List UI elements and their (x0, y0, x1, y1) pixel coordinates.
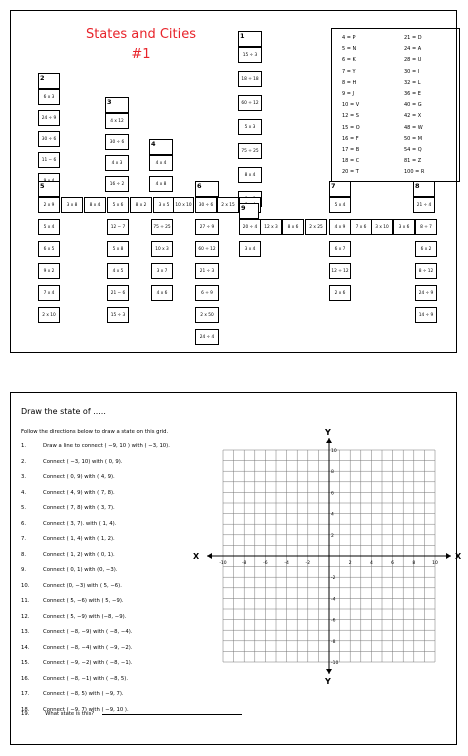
puzzle-cell (329, 197, 351, 213)
x-axis-arrow-right (446, 553, 451, 559)
step-text: Draw a line to connect ( −9, 10 ) with ( −3, 10). (43, 443, 170, 449)
crossword-worksheet (10, 10, 457, 353)
puzzle-cell (350, 219, 372, 235)
puzzle-cell (415, 285, 437, 301)
x-tick-label: 4 (369, 561, 373, 566)
clue-number: 9 (241, 204, 246, 212)
puzzle-cell (329, 263, 351, 279)
clue-number: 1 (240, 32, 245, 40)
cell-expression: 4 x 12 (110, 118, 124, 124)
key-entry: 9 = J (342, 91, 355, 97)
key-entry: 40 = G (404, 102, 422, 109)
puzzle-cell (195, 181, 219, 197)
step-text: Connect ( −8, −1) with ( −8, 5). (43, 675, 129, 682)
y-tick-label: 4 (331, 512, 334, 518)
instruction-step (21, 459, 123, 465)
puzzle-cell (151, 263, 173, 279)
step-number: 10. (21, 582, 30, 589)
key-entry: 5 = N (342, 46, 357, 53)
puzzle-cell (38, 263, 60, 279)
puzzle-cell (329, 285, 351, 301)
question-number: 19. (21, 711, 30, 717)
cell-expression: 6 x 2 (420, 246, 432, 252)
key-entry: 8 = H (342, 79, 357, 86)
x-axis-label-left: X (193, 552, 200, 561)
cell-expression: 8 ÷ 7 (420, 224, 432, 230)
puzzle-cell (239, 241, 261, 257)
key-entry: 36 = E (404, 91, 421, 97)
cell-expression: 20 ÷ 4 (242, 224, 258, 230)
puzzle-cell (151, 285, 173, 301)
y-tick-label: -2 (331, 576, 336, 582)
x-tick-label: -2 (305, 561, 311, 566)
key-entry: 100 = R (404, 169, 425, 176)
puzzle-cell (149, 139, 173, 155)
puzzle-cell (238, 167, 262, 183)
puzzle-cell (415, 241, 437, 257)
y-axis-label-top: Y (325, 428, 331, 437)
cell-expression: 24 ÷ 4 (199, 334, 215, 340)
cell-expression: 8 ÷ 12 (418, 268, 434, 274)
key-entry: 54 = Q (404, 147, 422, 153)
cell-expression: 2 x 10 (42, 312, 56, 318)
step-number: 12. (21, 613, 30, 620)
puzzle-cell (38, 110, 60, 126)
y-axis-label-bottom: Y (325, 677, 331, 686)
step-text: Connect ( 5, −9) with (−8, −9). (43, 613, 127, 620)
step-number: 17. (21, 691, 30, 697)
step-number: 3. (21, 474, 27, 480)
step-number: 8. (21, 551, 27, 558)
cell-expression: 12 x 3 (264, 224, 278, 230)
puzzle-cell (151, 241, 173, 257)
cell-expression: 5 x 4 (334, 202, 346, 208)
step-number: 1. (21, 443, 27, 449)
cell-expression: 6 ÷ 9 (201, 290, 213, 296)
answer-blank[interactable] (102, 709, 242, 715)
cell-expression: 2 x 9 (43, 202, 55, 208)
cell-expression: 7 x 6 (355, 224, 367, 230)
puzzle-cell (413, 181, 435, 197)
puzzle-cell (130, 197, 152, 213)
instruction-step (21, 474, 115, 480)
key-entry: 20 = T (342, 169, 359, 176)
step-number: 7. (21, 536, 27, 542)
puzzle-cell (195, 219, 219, 235)
cell-expression: 3 x 6 (398, 224, 410, 230)
step-text: Connect ( −3, 10) with ( 0, 9). (43, 458, 123, 465)
puzzle-cell (329, 181, 351, 197)
key-entry: 10 = V (342, 102, 360, 109)
clue-number: 4 (151, 140, 156, 148)
key-entry: 18 = C (342, 158, 360, 165)
instruction-step (21, 567, 117, 573)
step-number: 16. (21, 675, 30, 682)
puzzle-cell (238, 31, 262, 47)
key-entry: 30 = I (404, 68, 420, 75)
cell-expression: 5 x 8 (112, 246, 124, 252)
instruction-step (21, 490, 115, 496)
step-number: 9. (21, 567, 27, 573)
puzzle-cell (305, 219, 327, 235)
cell-expression: 6 x 7 (334, 246, 346, 252)
cell-expression: 9 x 2 (43, 268, 55, 274)
cell-expression: 21 − 6 (110, 290, 126, 296)
cell-expression: 6 x 3 (43, 94, 55, 100)
y-tick-label: -6 (331, 618, 336, 624)
cell-expression: 5 x 3 (244, 124, 256, 130)
instruction-step (21, 660, 132, 666)
puzzle-cell (173, 197, 194, 213)
instruction-step (21, 583, 122, 589)
y-tick-label: -10 (331, 661, 339, 666)
step-number: 18. (21, 706, 30, 713)
puzzle-cell (105, 113, 129, 129)
puzzle-cell (38, 181, 60, 197)
puzzle-cell (105, 155, 129, 171)
graphing-worksheet (10, 392, 462, 745)
key-entry: 28 = U (404, 57, 422, 64)
puzzle-cell (38, 219, 60, 235)
step-text: Connect ( 5, −6) with ( 5, −9). (43, 598, 124, 604)
cell-expression: 4 x 3 (111, 160, 123, 166)
puzzle-cell (151, 219, 173, 235)
cell-expression: 4 x 8 (155, 181, 167, 187)
puzzle-cell (195, 241, 219, 257)
step-text: Connect ( −9, −2) with ( −8, −1). (43, 660, 133, 666)
puzzle-cell (107, 219, 129, 235)
step-text: Connect ( −8, −9) with ( −8, −4). (43, 629, 133, 635)
y-axis-arrow-top (326, 438, 332, 443)
puzzle-cell (105, 176, 129, 192)
clue-number: 2 (40, 74, 45, 82)
worksheet-title: States and Cities (85, 27, 197, 42)
cell-expression: 4 x 5 (112, 268, 124, 274)
cell-expression: 12 ÷ 12 (331, 268, 349, 274)
key-entry: 4 = P (342, 35, 356, 41)
puzzle-cell (107, 197, 129, 213)
question-text: What state is this? (45, 711, 95, 717)
clue-number: 7 (331, 182, 336, 190)
puzzle-cell (413, 197, 435, 213)
clue-number: 3 (107, 98, 112, 106)
key-entry: 12 = S (342, 113, 359, 120)
y-tick-label: 10 (331, 449, 337, 454)
puzzle-cell (38, 73, 60, 89)
puzzle-cell (38, 131, 60, 147)
instruction-step (21, 676, 128, 682)
x-axis-arrow-left (207, 553, 212, 559)
cell-expression: 14 ÷ 9 (418, 312, 434, 318)
x-tick-label: -4 (284, 561, 289, 566)
step-number: 6. (21, 520, 27, 527)
step-text: Connect ( 0, 1) with (0, −3). (43, 567, 118, 573)
puzzle-cell (195, 285, 219, 301)
step-text: Connect (0, −3) with ( 5, −6). (43, 582, 122, 589)
instruction-step (21, 629, 132, 635)
puzzle-cell (329, 219, 351, 235)
step-text: Connect ( 0, 9) with ( 4, 9). (43, 474, 115, 480)
puzzle-cell (107, 241, 129, 257)
puzzle-cell (217, 197, 239, 213)
step-number: 13. (21, 629, 30, 635)
cell-expression: 4 x 9 (334, 224, 346, 230)
x-tick-label: -6 (263, 561, 268, 566)
key-entry: 21 = D (404, 35, 422, 41)
puzzle-cell (84, 197, 106, 213)
cell-expression: 24 ÷ 9 (418, 290, 434, 296)
puzzle-cell (282, 219, 304, 235)
cell-expression: 8 x 4 (244, 172, 256, 178)
instruction-step (21, 505, 115, 511)
key-entry: 17 = B (342, 147, 360, 153)
cell-expression: 2 x 50 (200, 312, 214, 318)
instruction-step (21, 521, 116, 527)
cell-expression: 15 ÷ 3 (110, 312, 126, 318)
cell-expression: 27 ÷ 9 (199, 224, 215, 230)
y-tick-label: 6 (331, 491, 334, 497)
cell-expression: 2 x 6 (334, 290, 346, 296)
y-tick-label: -8 (331, 639, 336, 645)
puzzle-cell (415, 219, 437, 235)
puzzle-cell (329, 241, 351, 257)
cell-expression: 2 x 15 (221, 202, 235, 208)
step-text: Connect ( 1, 2) with ( 0, 1). (43, 551, 115, 558)
puzzle-cell (415, 263, 437, 279)
puzzle-cell (195, 307, 219, 323)
cell-expression: 3 x 10 (375, 224, 389, 230)
puzzle-cell (105, 97, 129, 113)
puzzle-cell (107, 285, 129, 301)
cell-expression: 8 x 6 (287, 224, 299, 230)
x-tick-label: 8 (412, 561, 416, 566)
puzzle-cell (238, 119, 262, 135)
cell-expression: 5 x 6 (112, 202, 124, 208)
puzzle-cell (38, 241, 60, 257)
puzzle-cell (238, 143, 262, 159)
key-entry: 15 = O (342, 124, 360, 131)
puzzle-cell (105, 134, 129, 150)
cell-expression: 4 x 4 (155, 160, 167, 166)
instruction-step (21, 614, 126, 620)
puzzle-cell (260, 219, 282, 235)
cell-expression: 12 − 7 (110, 224, 126, 230)
key-entry: 81 = Z (404, 158, 422, 165)
puzzle-cell (393, 219, 415, 235)
x-tick-label: 2 (348, 561, 352, 566)
answer-key (331, 28, 460, 182)
step-number: 5. (21, 505, 27, 511)
step-text: Connect ( 1, 4) with ( 1, 2). (43, 536, 115, 542)
puzzle-cell (38, 285, 60, 301)
cell-expression: 8 x 2 (135, 202, 147, 208)
puzzle-cell (195, 329, 219, 345)
cell-expression: 30 ÷ 6 (109, 139, 125, 145)
key-entry: 16 = F (342, 135, 359, 142)
puzzle-cell (415, 307, 437, 323)
clue-number: 6 (197, 182, 202, 190)
clue-number: 8 (415, 182, 420, 190)
cell-expression: 75 ÷ 25 (153, 224, 171, 230)
cell-expression: 10 x 10 (175, 202, 192, 208)
puzzle-cell (239, 219, 261, 235)
step-number: 4. (21, 489, 27, 496)
cell-expression: 5 x 4 (43, 224, 55, 230)
puzzle-cell (38, 197, 60, 213)
step-text: Connect ( −9, 7) with ( −9, 10 ). (43, 706, 129, 713)
step-number: 2. (21, 458, 27, 465)
coordinate-grid (186, 421, 466, 686)
key-entry: 50 = M (404, 135, 423, 142)
cell-expression: 75 ÷ 25 (241, 148, 259, 154)
x-tick-label: 6 (391, 561, 395, 566)
puzzle-cell (38, 152, 60, 168)
cell-expression: 6 x 5 (43, 246, 55, 252)
puzzle-cell (153, 197, 175, 213)
puzzle-cell (195, 197, 217, 213)
cell-expression: 60 ÷ 12 (241, 100, 259, 106)
cell-expression: 3 x 4 (244, 246, 256, 252)
key-entry: 32 = L (404, 79, 421, 86)
puzzle-cell (195, 263, 219, 279)
key-entry: 6 = K (342, 57, 356, 64)
worksheet-number: #1 (131, 47, 151, 62)
key-entry: 7 = Y (342, 68, 356, 75)
instruction-step (21, 536, 115, 542)
cell-expression: 18 ÷ 18 (241, 76, 259, 82)
question-19 (21, 706, 242, 717)
cell-expression: 30 ÷ 6 (41, 136, 57, 142)
cell-expression: 7 x 4 (43, 290, 55, 296)
cell-expression: 3 x 8 (66, 202, 78, 208)
clue-number: 5 (40, 182, 45, 190)
puzzle-cell (107, 307, 129, 323)
cell-expression: 60 ÷ 12 (198, 246, 216, 252)
cell-expression: 21 ÷ 4 (416, 202, 432, 208)
y-tick-label: 2 (331, 533, 334, 539)
puzzle-cell (371, 219, 393, 235)
puzzle-cell (149, 176, 173, 192)
x-tick-label: 10 (432, 561, 438, 566)
cell-expression: 3 x 7 (156, 268, 168, 274)
y-tick-label: -4 (331, 597, 336, 603)
cell-expression: 21 ÷ 3 (199, 268, 215, 274)
step-number: 15. (21, 660, 30, 666)
instruction-step (21, 598, 124, 604)
y-tick-label: 8 (331, 470, 334, 476)
step-number: 14. (21, 644, 30, 651)
instruction-step (21, 691, 124, 697)
worksheet-title: Draw the state of ..... (21, 407, 106, 416)
step-text: Connect ( 4, 9) with ( 7, 8). (43, 489, 115, 496)
cell-expression: 2 x 25 (309, 224, 323, 230)
puzzle-cell (238, 71, 262, 87)
key-entry: 24 = A (404, 46, 422, 53)
instruction-step (21, 443, 170, 449)
x-tick-label: -10 (219, 561, 227, 566)
cell-expression: 30 ÷ 6 (198, 202, 214, 208)
cell-expression: 8 x 4 (89, 202, 101, 208)
key-entry: 42 = X (404, 113, 422, 120)
step-text: Connect ( 7, 8) with ( 3, 7). (43, 505, 115, 511)
y-axis-arrow-bottom (326, 669, 332, 674)
instruction-step (21, 645, 132, 651)
puzzle-cell (107, 263, 129, 279)
step-text: Connect ( −8, 5) with ( −9, 7). (43, 691, 124, 697)
puzzle-cell (239, 203, 259, 219)
x-axis-label-right: X (455, 552, 462, 561)
step-number: 11. (21, 598, 30, 604)
puzzle-cell (238, 95, 262, 111)
puzzle-cell (61, 197, 83, 213)
puzzle-cell (38, 307, 60, 323)
instruction-step (21, 552, 115, 558)
instructions-intro: Follow the directions below to draw a state on this grid. (21, 429, 169, 435)
x-tick-label: -8 (241, 561, 247, 566)
cell-expression: 11 − 6 (41, 157, 57, 163)
puzzle-cell (38, 89, 60, 105)
puzzle-cell (149, 155, 173, 171)
cell-expression: 24 ÷ 9 (41, 115, 57, 121)
puzzle-cell (238, 47, 262, 63)
cell-expression: 10 x 3 (155, 246, 169, 252)
cell-expression: 16 ÷ 2 (109, 181, 125, 187)
step-text: Connect ( −8, −4) with ( −9, −2). (43, 644, 133, 651)
step-text: Connect ( 3, 7). with ( 1, 4). (43, 520, 117, 527)
cell-expression: 3 x 5 (158, 202, 170, 208)
cell-expression: 4 x 6 (156, 290, 168, 296)
key-entry: 48 = W (404, 124, 423, 131)
cell-expression: 15 ÷ 3 (242, 52, 258, 58)
